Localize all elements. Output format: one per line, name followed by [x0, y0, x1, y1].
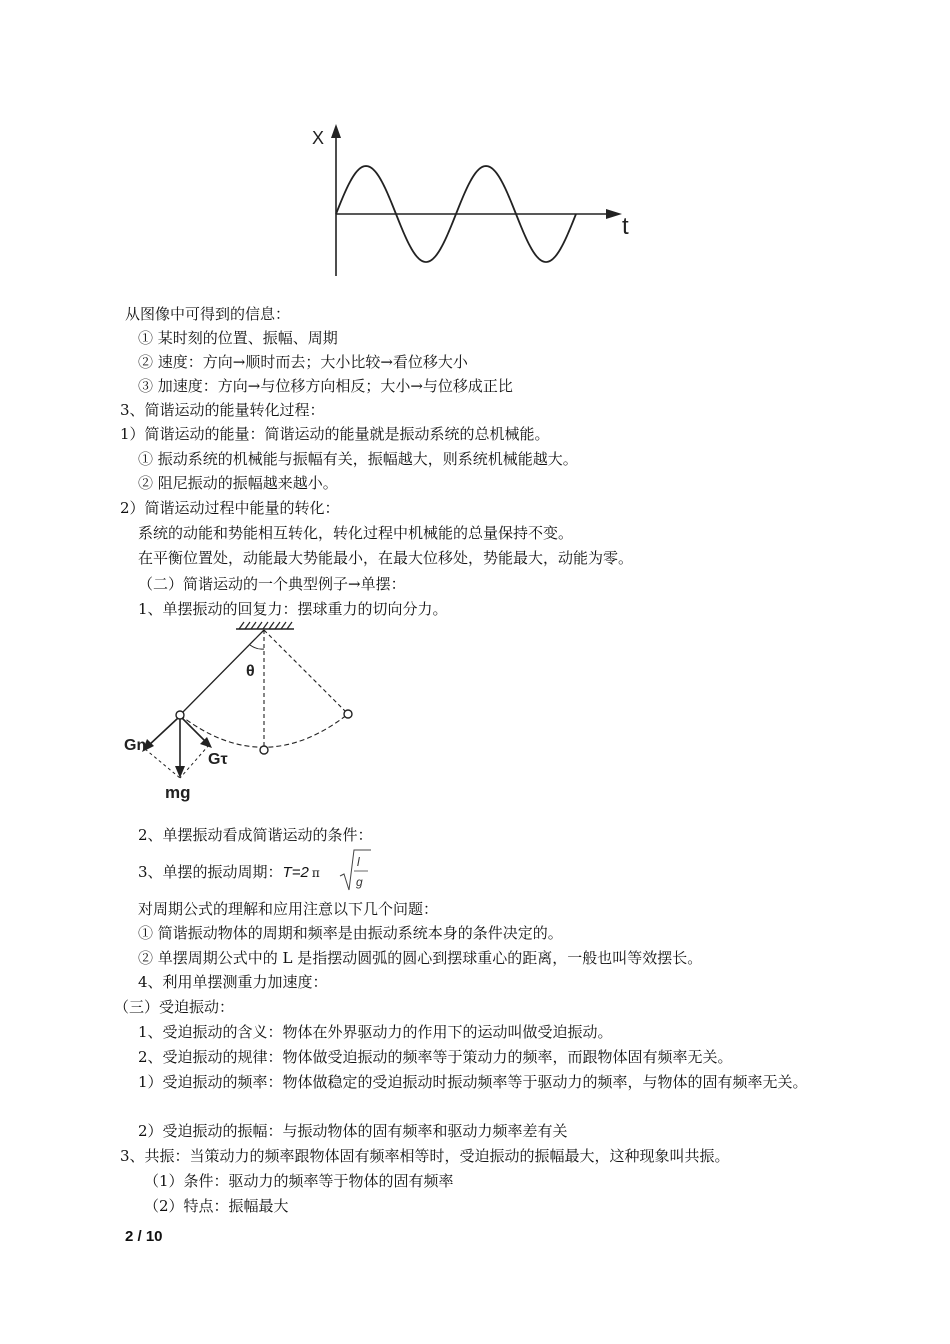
text-line-20: 1、受迫振动的含义：物体在外界驱动力的作用下的运动叫做受迫振动。: [138, 1023, 613, 1041]
text-line-11: 在平衡位置处，动能最大势能最小，在最大位移处，势能最大，动能为零。: [138, 549, 634, 567]
angle-arc: [250, 645, 264, 649]
text-line-17: ② 单摆周期公式中的 L 是指摆动圆弧的圆心到摆球重心的距离，一般也叫等效摆长。: [138, 949, 703, 967]
weight-arrow: [175, 766, 185, 778]
text-line-24: 3、共振：当策动力的频率跟物体固有频率相等时，受迫振动的振幅最大，这种现象叫共振。: [120, 1147, 730, 1165]
formula-T: T=2: [282, 864, 309, 881]
text-line-15: 对周期公式的理解和应用注意以下几个问题：: [138, 900, 439, 918]
formula-numerator: l: [357, 855, 360, 869]
sqrt-fraction: [338, 848, 372, 894]
text-line-18: 4、利用单摆测重力加速度：: [138, 973, 328, 991]
ceiling-hatch: [239, 622, 292, 629]
period-line: [138, 860, 320, 885]
normal-vector: [148, 718, 178, 746]
text-line-23: 2）受迫振动的振幅：与振动物体的固有频率和驱动力频率差有关: [138, 1122, 568, 1140]
dash-a: [145, 749, 180, 778]
text-line-5: 3、简谐运动的能量转化过程：: [120, 401, 325, 419]
wave-graph: [300, 118, 650, 283]
formula-pi: π: [311, 866, 320, 880]
text-line-12: （二）简谐运动的一个典型例子→单摆：: [138, 575, 406, 593]
pendulum-diagram: [118, 618, 368, 806]
text-line-6: 1）简谐运动的能量：简谐运动的能量就是振动系统的总机械能。: [120, 425, 550, 443]
text-line-14: 2、单摆振动看成简谐运动的条件：: [138, 826, 373, 844]
text-line-22: 1）受迫振动的频率：物体做稳定的受迫振动时振动频率等于驱动力的频率，与物体的固有频率无关。: [138, 1073, 808, 1091]
text-line-3: ② 速度：方向→顺时而去；大小比较→看位移大小: [138, 353, 468, 371]
period-prefix: 3、单摆的振动周期：: [138, 863, 283, 881]
text-line-1: 从图像中可得到的信息：: [125, 305, 291, 323]
text-line-19: （三）受迫振动：: [114, 998, 235, 1016]
page-number: 2 / 10: [125, 1228, 163, 1245]
tangent-label: Gτ: [208, 751, 228, 768]
text-line-8: ② 阻尼振动的振幅越来越小。: [138, 474, 338, 492]
text-line-2: ① 某时刻的位置、振幅、周期: [138, 329, 338, 347]
text-line-9: 2）简谐运动过程中能量的转化：: [120, 499, 340, 517]
angle-label: θ: [246, 663, 255, 680]
text-line-4: ③ 加速度：方向→与位移方向相反；大小→与位移成正比: [138, 377, 513, 395]
normal-label: Gn: [124, 737, 147, 754]
weight-label: mg: [165, 783, 191, 802]
x-axis-label: t: [622, 213, 629, 240]
formula-denominator: g: [356, 875, 363, 889]
bob-bottom: [260, 746, 268, 754]
text-line-13: 1、单摆振动的回复力：摆球重力的切向分力。: [138, 600, 448, 618]
text-line-7: ① 振动系统的机械能与振幅有关，振幅越大，则系统机械能越大。: [138, 450, 578, 468]
right-dashed-string: [264, 630, 348, 714]
y-axis-arrow: [331, 124, 341, 138]
x-axis-arrow: [606, 209, 622, 219]
text-line-21: 2、受迫振动的规律：物体做受迫振动的频率等于策动力的频率，而跟物体固有频率无关。: [138, 1048, 733, 1066]
text-line-25: （1）条件：驱动力的频率等于物体的固有频率: [144, 1172, 454, 1190]
bob-right: [344, 710, 352, 718]
y-axis-label: X: [312, 128, 325, 148]
dash-b: [180, 745, 209, 778]
text-line-26: （2）特点：振幅最大: [144, 1197, 289, 1215]
text-line-10: 系统的动能和势能相互转化，转化过程中机械能的总量保持不变。: [138, 524, 574, 542]
text-line-16: ① 简谐振动物体的周期和频率是由振动系统本身的条件决定的。: [138, 924, 563, 942]
